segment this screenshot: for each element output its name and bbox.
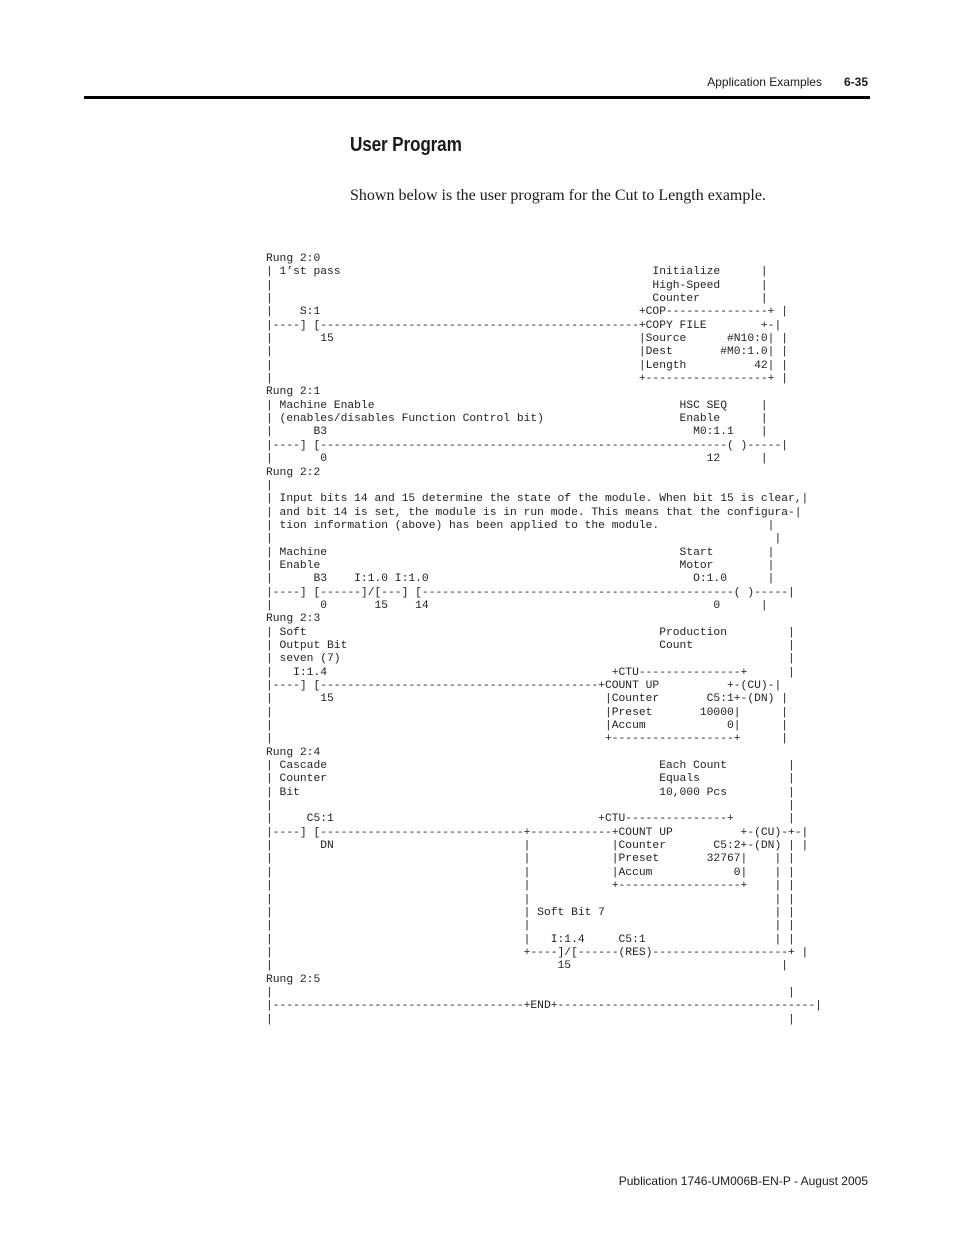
page-number: 6-35 <box>843 75 868 89</box>
intro-paragraph: Shown below is the user program for the Cut to Length example. <box>350 187 766 204</box>
ladder-logic-listing: Rung 2:0 | 1’st pass Initialize | | High-Speed | | Counter | | S:1 +COP---------------+ | |----] [-----------------------------------------------+COPY FILE +-| | 15 |Source #N10:0| | | |Dest #M0:1.0| | | |Length 42| | | +------------------+ | Rung 2:1 | Machine Enable HSC SEQ | | (enables/disables Function Control bit) Enable | | B3 M0:1.1 | |----] [------------------------------------------------------------( )-----| | 0 12 | Rung 2:2 | | Input bits 14 and 15 determine the state of the module. When bit 15 is clear,| | and bit 14 is set, the module is in run mode. This means that the configura-| | tion information (above) has been applied to the module. | | | | Machine Start | | Enable Motor | | B3 I:1.0 I:1.0 O:1.0 | |----] [------]/[---] [----------------------------------------------( )-----| | 0 15 14 0 | Rung 2:3 | Soft Production | | Output Bit Count | | seven (7) | | I:1.4 +CTU---------------+ | |----] [-----------------------------------------+COUNT UP +-(CU)-| | 15 |Counter C5:1+-(DN) | | |Preset 10000| | | |Accum 0| | | +------------------+ | Rung 2:4 | Cascade Each Count | | Counter Equals | | Bit 10,000 Pcs | | | | C5:1 +CTU---------------+ | |----] [------------------------------+------------+COUNT UP +-(CU)-+-| | DN | |Counter C5:2+-(DN) | | | | |Preset 32767| | | | | |Accum 0| | | | | +------------------+ | | | | | | | | Soft Bit 7 | | | | | | | | I:1.4 C5:1 | | | +----]/[------(RES)--------------------+ | | 15 | Rung 2:5 | | |-------------------------------------+END+--------------------------------------| | | <box>266 253 822 1026</box>
publication-footer: Publication 1746-UM006B-EN-P - August 2005 <box>618 1174 868 1188</box>
section-title: User Program <box>350 134 462 156</box>
running-header <box>707 75 868 89</box>
header-rule <box>84 96 870 99</box>
section-name: Application Examples <box>707 75 822 89</box>
